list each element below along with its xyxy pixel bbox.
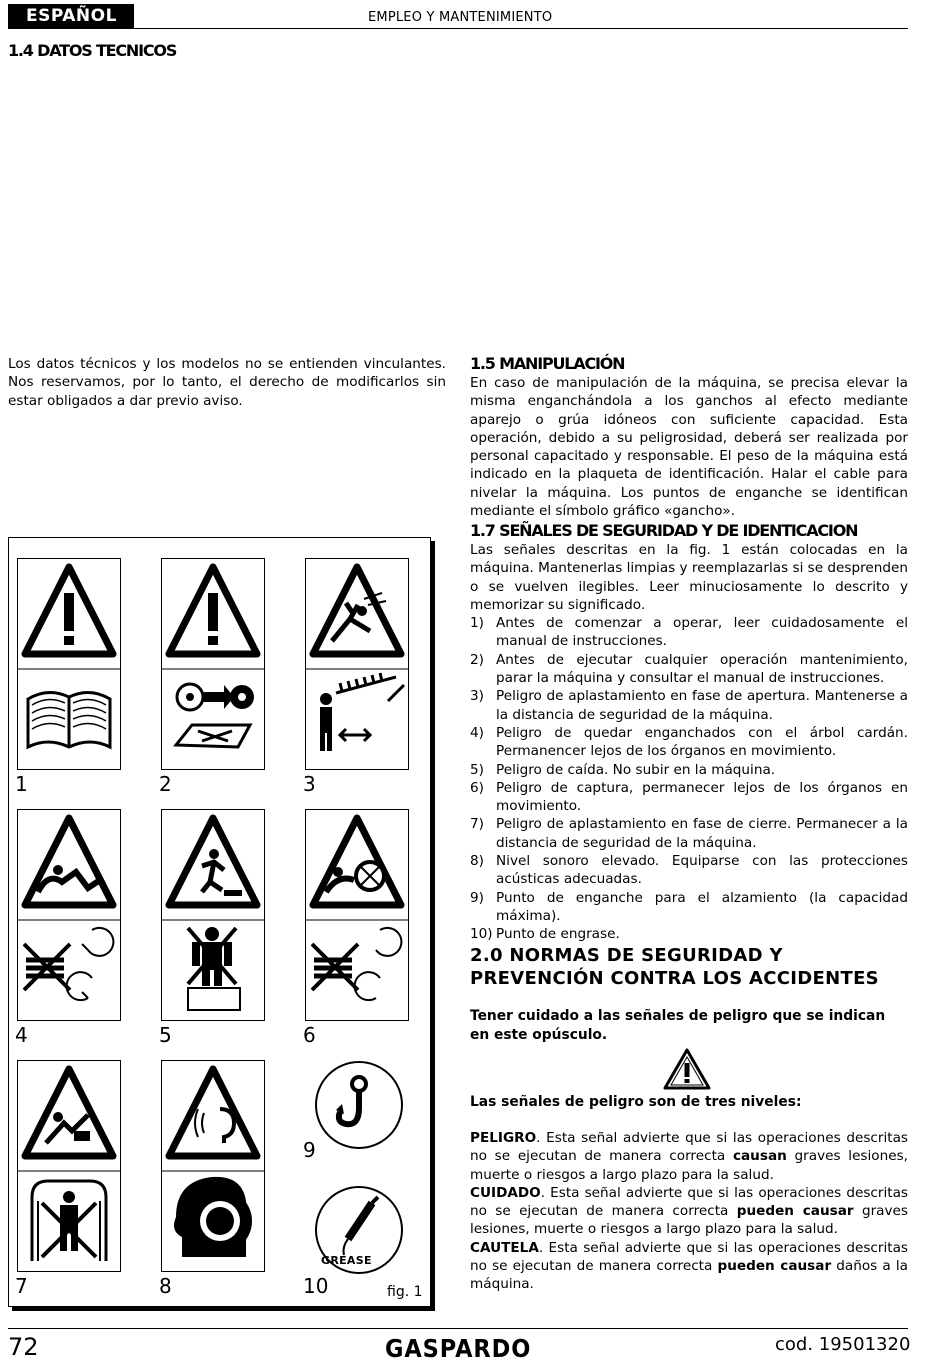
footer-rule [8,1328,908,1329]
warning-triangle-icon [662,1047,712,1091]
sign-2 [161,558,265,770]
sign-description-item [470,687,908,724]
sign-description-item [470,651,908,688]
entanglement-shaft-sign-icon [18,810,120,1020]
level-text: . Esta señal advierte que si las operaciones descritas no se ejecutan de manera correcta [470,1184,908,1220]
language-tab: ESPAÑOL [8,4,134,28]
hook-icon [314,1060,404,1150]
grease-label: GREASE [321,1254,372,1267]
header-rule [8,28,908,29]
section-1-7-title: 1.7 SEÑALES DE SEGURIDAD Y DE IDENTICACION [470,521,858,540]
level-text: . Esta señal advierte que si las operaciones descritas no se ejecutan de manera correcta [470,1130,908,1165]
sign-8 [161,1060,265,1272]
item-number: 8) [470,853,484,870]
section-1-4-title: 1.4 DATOS TECNICOS [8,41,177,60]
item-number: 1) [470,615,484,632]
brand-logo: GASPARDO [385,1334,532,1363]
level-emphasis: causan [732,1148,787,1165]
figure-caption: fig. 1 [387,1284,423,1300]
danger-level-peligro [470,1129,908,1184]
item-number: 9) [470,889,484,906]
crush-opening-sign-icon [306,559,408,769]
section-1-7-body [470,541,908,944]
sign-list [470,614,908,943]
item-number: 6) [470,779,484,796]
item-text: Peligro de quedar enganchados con el árbol cardán. Permanencer lejos de los órganos en movimiento. [496,724,908,760]
sign-number: 9 [303,1138,316,1162]
sign-number: 8 [159,1274,172,1298]
level-text: . Esta señal advierte que si las operaciones descritas no se ejecutan de manera correcta [470,1239,908,1275]
maintenance-sign-icon [162,559,264,769]
sign-number: 4 [15,1023,28,1047]
sign-description-item [470,815,908,852]
level-label: CAUTELA [470,1239,539,1256]
sign-4 [17,809,121,1021]
item-number: 2) [470,651,484,668]
sign-description-item [470,779,908,816]
fall-hazard-sign-icon [162,810,264,1020]
sign-3 [305,558,409,770]
item-text: Peligro de aplastamiento en fase de cierre. Permanecer a la distancia de seguridad de la máquina. [496,816,908,851]
item-text: Peligro de aplastamiento en fase de apertura. Mantenerse a la distancia de seguridad de la máquina. [496,688,908,723]
danger-level-cuidado [470,1184,908,1239]
figure-shadow-right [431,541,435,1311]
section-2-0-title: 2.0 NORMAS DE SEGURIDAD Y PREVENCIÓN CONTRA LOS ACCIDENTES [470,945,879,989]
sign-6 [305,809,409,1021]
item-number: 5) [470,761,484,778]
item-number: 7) [470,816,484,833]
capture-hazard-sign-icon [306,810,408,1020]
section-1-4-text: Los datos técnicos y los modelos no se entienden vinculantes. Nos reservamos, por lo tanto, el derecho de modificarlos sin estar obligados a dar previo aviso. [8,356,446,409]
sign-number: 10 [303,1274,329,1298]
section-1-7-intro: Las señales descritas en la fig. 1 están colocadas en la máquina. Mantenerlas limpias y reemplazarlas si se desprenden o se vuelven ilegibles. Leer minuciosamente lo descrito y memorizar su significado. [470,542,909,613]
document-code: cod. 19501320 [775,1334,911,1355]
read-manual-sign-icon [18,559,120,769]
item-text: Punto de engrase. [496,926,620,943]
level-text-end: graves lesiones, muerte o riesgos a largo plazo para la salud. [470,1148,908,1183]
sign-description-item [470,889,908,926]
sign-description-item [470,925,908,943]
sign-1 [17,558,121,770]
sign-description-item [470,724,908,761]
section-2-0-warning: Tener cuidado a las señales de peligro que se indican en este opúsculo. [470,1008,886,1043]
sign-description-item [470,761,908,779]
item-text: Peligro de caída. No subir en la máquina. [496,761,776,778]
sign-description-item [470,852,908,889]
levels-title: Las señales de peligro son de tres niveles: [470,1094,802,1110]
level-emphasis: pueden causar [736,1203,854,1220]
sign-number: 2 [159,772,172,796]
noise-hazard-sign-icon [162,1061,264,1271]
sign-7 [17,1060,121,1272]
crush-closing-sign-icon [18,1061,120,1271]
item-text: Antes de comenzar a operar, leer cuidadosamente el manual de instrucciones. [496,615,908,650]
item-number: 3) [470,688,484,705]
sign-number: 6 [303,1023,316,1047]
section-1-5-text: En caso de manipulación de la máquina, se precisa elevar la misma enganchándola a los ganchos al efecto mediante aparejo o grúa idóneos con suficiente capacidad. Esta operación, debido a su peligrosidad, deberá ser realizada por personal capacitado y responsable. El peso de la máquina está indicado en la plaqueta de identificación. Halar el cable para nivelar la máquina. Los puntos de enganche se identifican mediante el símbolo gráfico «gancho». [470,375,908,520]
level-label: CUIDADO [470,1184,541,1201]
item-text: Peligro de captura, permanecer lejos de los órganos en movimiento. [496,779,908,815]
danger-level-cautela [470,1239,908,1294]
sign-number: 3 [303,772,316,796]
item-text: Punto de enganche para el alzamiento (la capacidad máxima). [496,889,908,924]
page-number: 72 [8,1333,39,1361]
sign-5 [161,809,265,1021]
level-emphasis: pueden causar [717,1258,832,1275]
sign-number: 5 [159,1023,172,1047]
figure-shadow-bottom [12,1307,435,1311]
figure-panel [8,537,431,1307]
item-text: Antes de ejecutar cualquier operación mantenimiento, parar la máquina y consultar el manual de instrucciones. [496,651,908,687]
sign-9 [314,1060,404,1154]
level-label: PELIGRO [470,1130,537,1146]
item-number: 10) [470,926,493,943]
sign-description-item [470,614,908,651]
level-text-end: daños a la máquina. [470,1258,908,1293]
item-text: Nivel sonoro elevado. Equiparse con las protecciones acústicas adecuadas. [496,853,908,888]
header-title: EMPLEO Y MANTENIMIENTO [368,10,553,25]
section-1-5-title: 1.5 MANIPULACIÓN [470,354,625,373]
level-text-end: graves lesiones, muerte o riesgos a largo plazo para la salud. [470,1203,908,1238]
sign-number: 1 [15,772,28,796]
sign-number: 7 [15,1274,28,1298]
danger-levels [470,1129,908,1294]
item-number: 4) [470,724,484,741]
